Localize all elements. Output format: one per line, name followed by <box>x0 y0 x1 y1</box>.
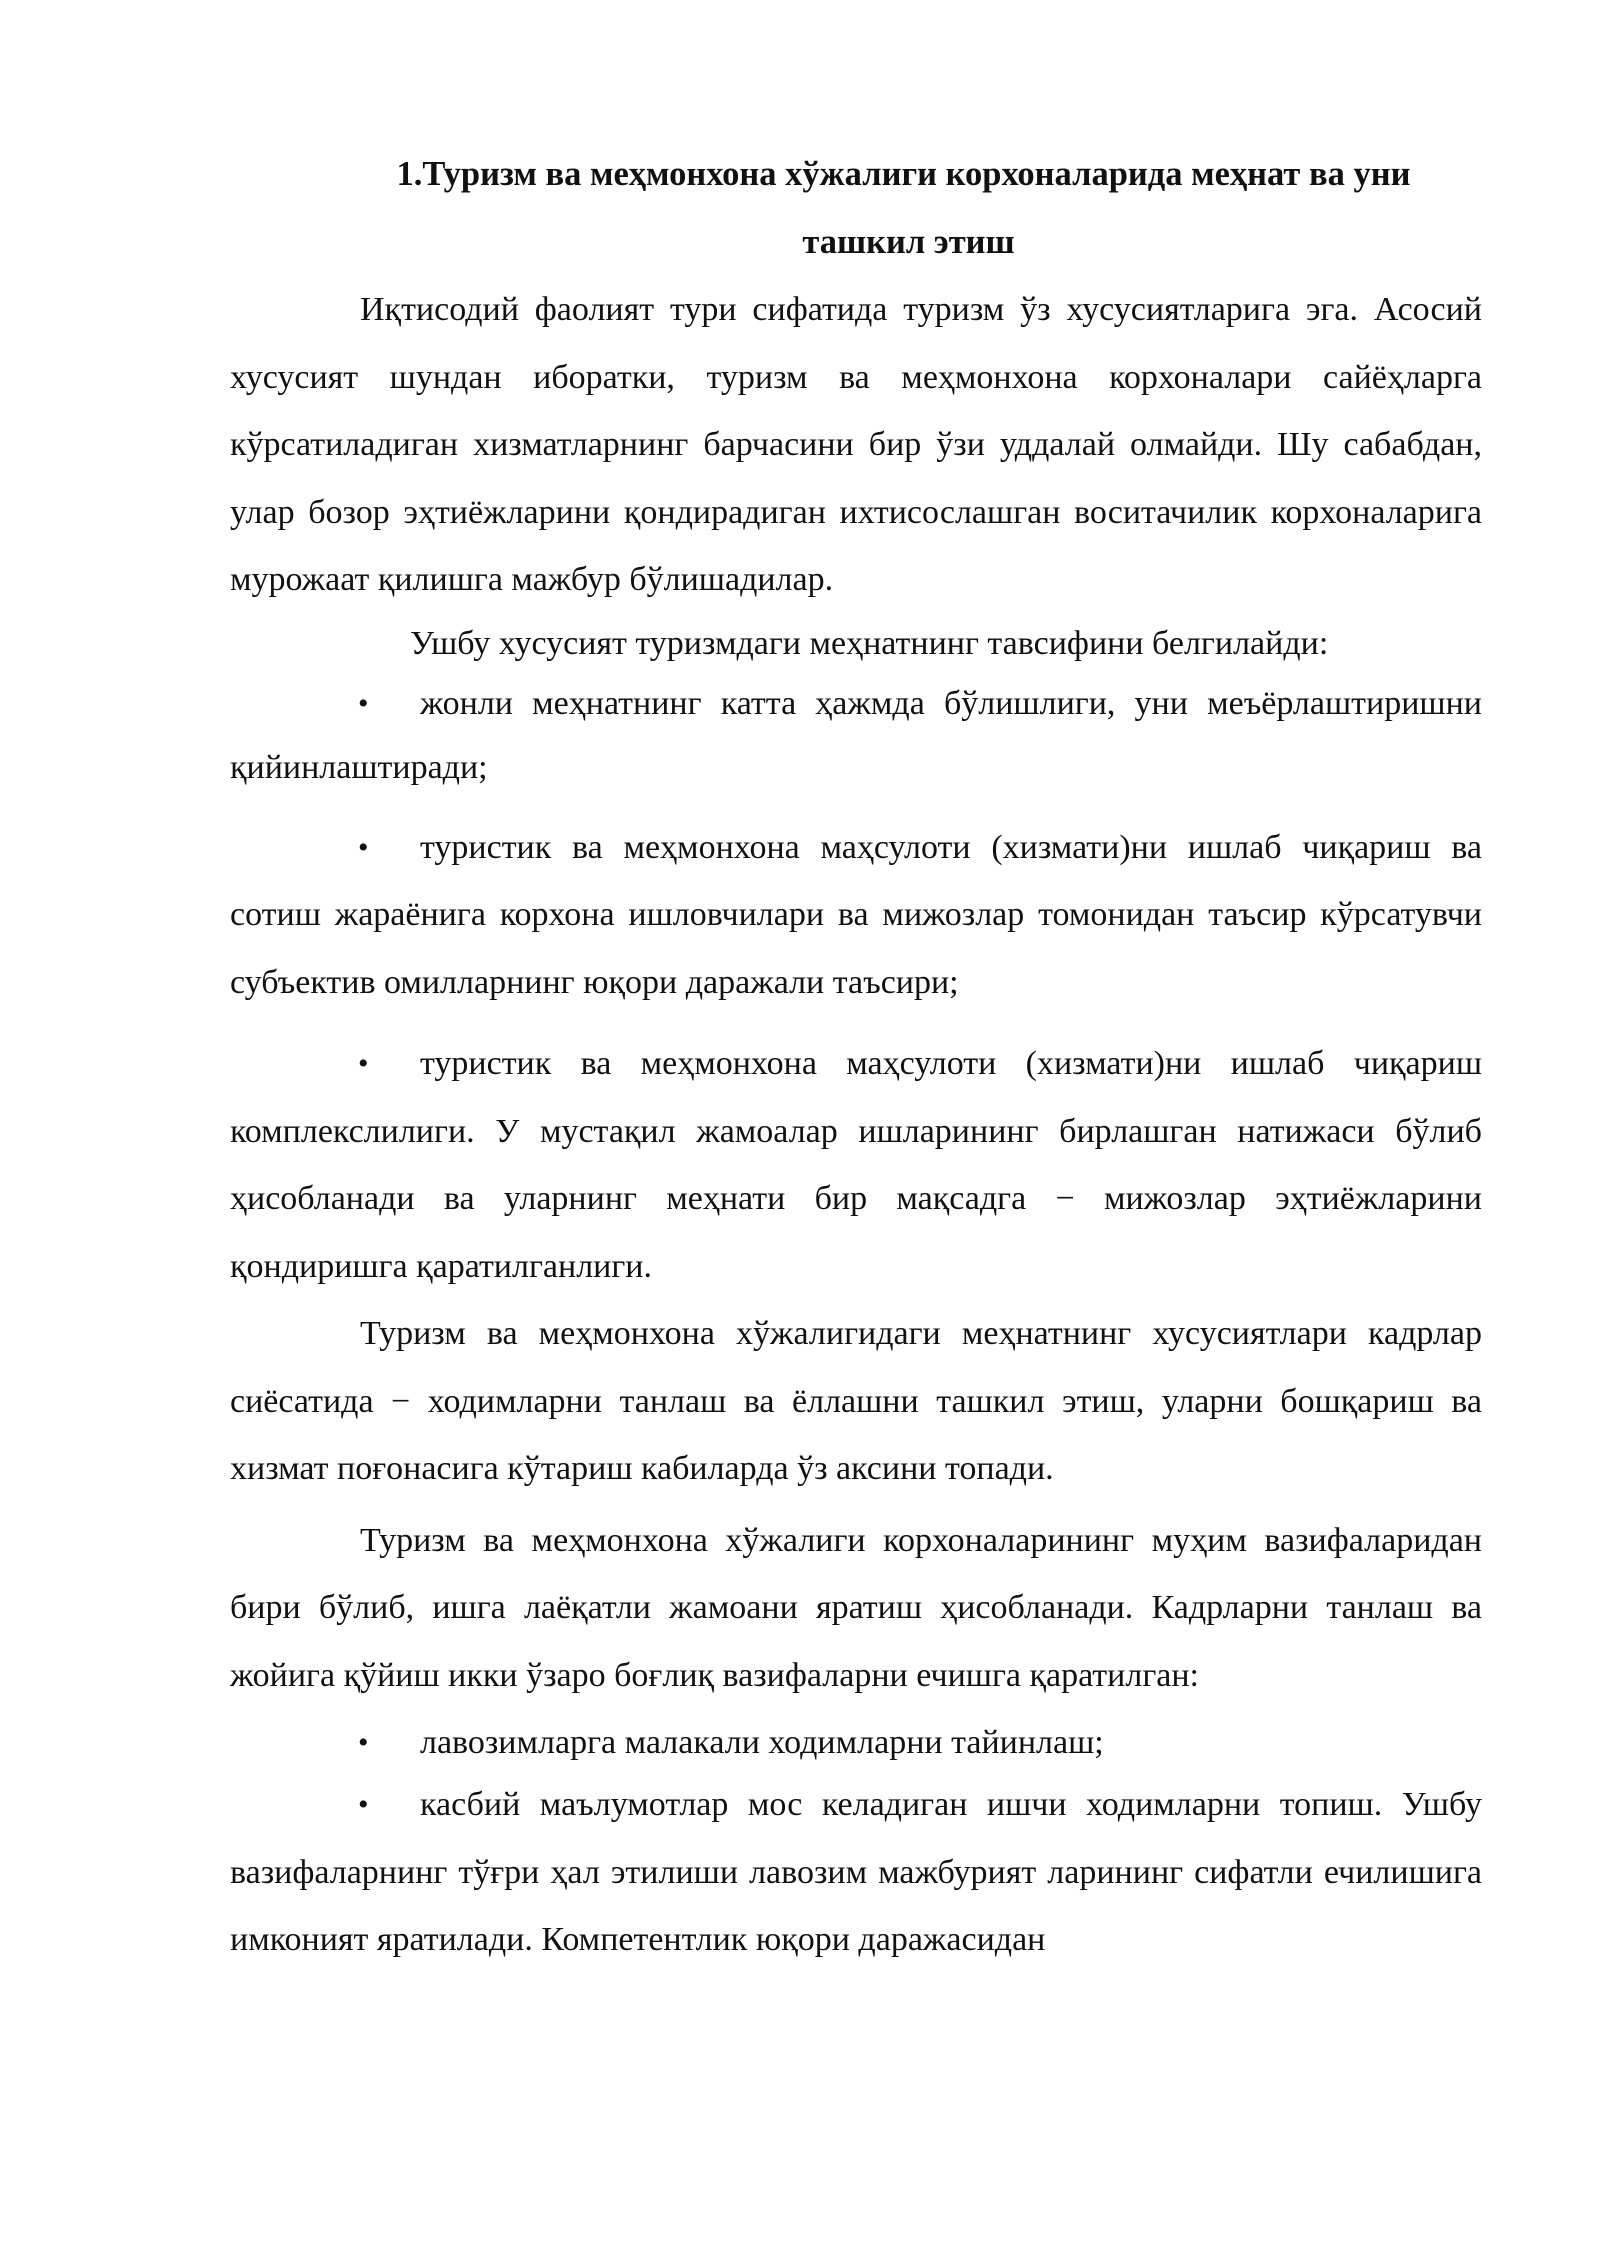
bullet-text: туристик ва меҳмонхона маҳсулоти (хизмати)ни ишлаб чиқариш комплекслилиги. У мустақил жамоалар ишларининг бирлашган натижаси бўлиб ҳисобланади ва уларнинг меҳнати бир мақсадга − мижозлар эҳтиёжларини қондиришга қаратилганлиги. <box>230 1045 1482 1285</box>
bullet-text: жонли меҳнатнинг катта ҳажмда бўлишлиги, уни меъёрлаштиришни қийинлаштиради; <box>230 684 1482 786</box>
paragraph-4: Туризм ва меҳмонхона хўжалиги корхоналарининг муҳим вазифаларидан бири бўлиб, ишга лаёқатли жамоани яратиш ҳисобланади. Кадрларни танлаш ва жойига қўйиш икки ўзаро боғлиқ вазифаларни ечишга қаратилган: <box>230 1521 1482 1694</box>
paragraph-3: Туризм ва меҳмонхона хўжалигидаги меҳнатнинг хусусиятлари кадрлар сиёсатида − ходимларни танлаш ва ёллашни ташкил этиш, уларни бошқариш ва хизмат поғонасига кўтариш кабиларда ўз аксини топади. <box>230 1315 1482 1487</box>
bullet-item <box>230 1030 1482 1300</box>
bullet-icon: • <box>358 1726 369 1759</box>
paragraph-1: Иқтисодий фаолият тури сифатида туризм ўз хусусиятларига эга. Асосий хусусият шундан иборатки, туризм ва меҳмонхона корхоналари сайёҳларга кўрсатиладиган хизматларнинг барчасини бир ўзи уддалай олмайди. Шу сабабдан, улар бозор эҳтиёжларини қондирадиган ихтисослашган воситачилик корхоналарига мурожаат қилишга мажбур бўлишадилар. <box>230 291 1482 598</box>
bullet-icon: • <box>358 1047 369 1080</box>
bullet-icon: • <box>358 1788 369 1821</box>
bullet-item <box>230 814 1482 1017</box>
bullet-item <box>230 1715 1482 1771</box>
document-title-line-1: 1.Туризм ва меҳмонхона хўжалиги корхоналарида меҳнат ва уни <box>396 155 1411 193</box>
bullet-icon: • <box>358 830 369 864</box>
paragraph-2: Ушбу хусусият туризмдаги меҳнатнинг тавсифини белгилайди: <box>410 624 1329 662</box>
bullet-text: касбий маълумотлар мос келадиган ишчи ходимларни топиш. Ушбу вазифаларнинг тўғри ҳал этилиши лавозим мажбурият ларининг сифатли ечилишига имконият яратилади. Компетентлик юқори даражасидан <box>230 1786 1482 1958</box>
bullet-item <box>230 672 1482 800</box>
bullet-item <box>230 1771 1482 1974</box>
bullet-text: туристик ва меҳмонхона маҳсулоти (хизмати)ни ишлаб чиқариш ва сотиш жараёнига корхона ишловчилари ва мижозлар томонидан таъсир кўрсатувчи субъектив омилларнинг юқори даражали таъсири; <box>230 828 1482 1001</box>
bullet-icon: • <box>358 686 369 720</box>
bullet-text: лавозимларга малакали ходимларни тайинлаш; <box>420 1724 1104 1761</box>
document-title-line-2: ташкил этиш <box>802 223 1015 261</box>
